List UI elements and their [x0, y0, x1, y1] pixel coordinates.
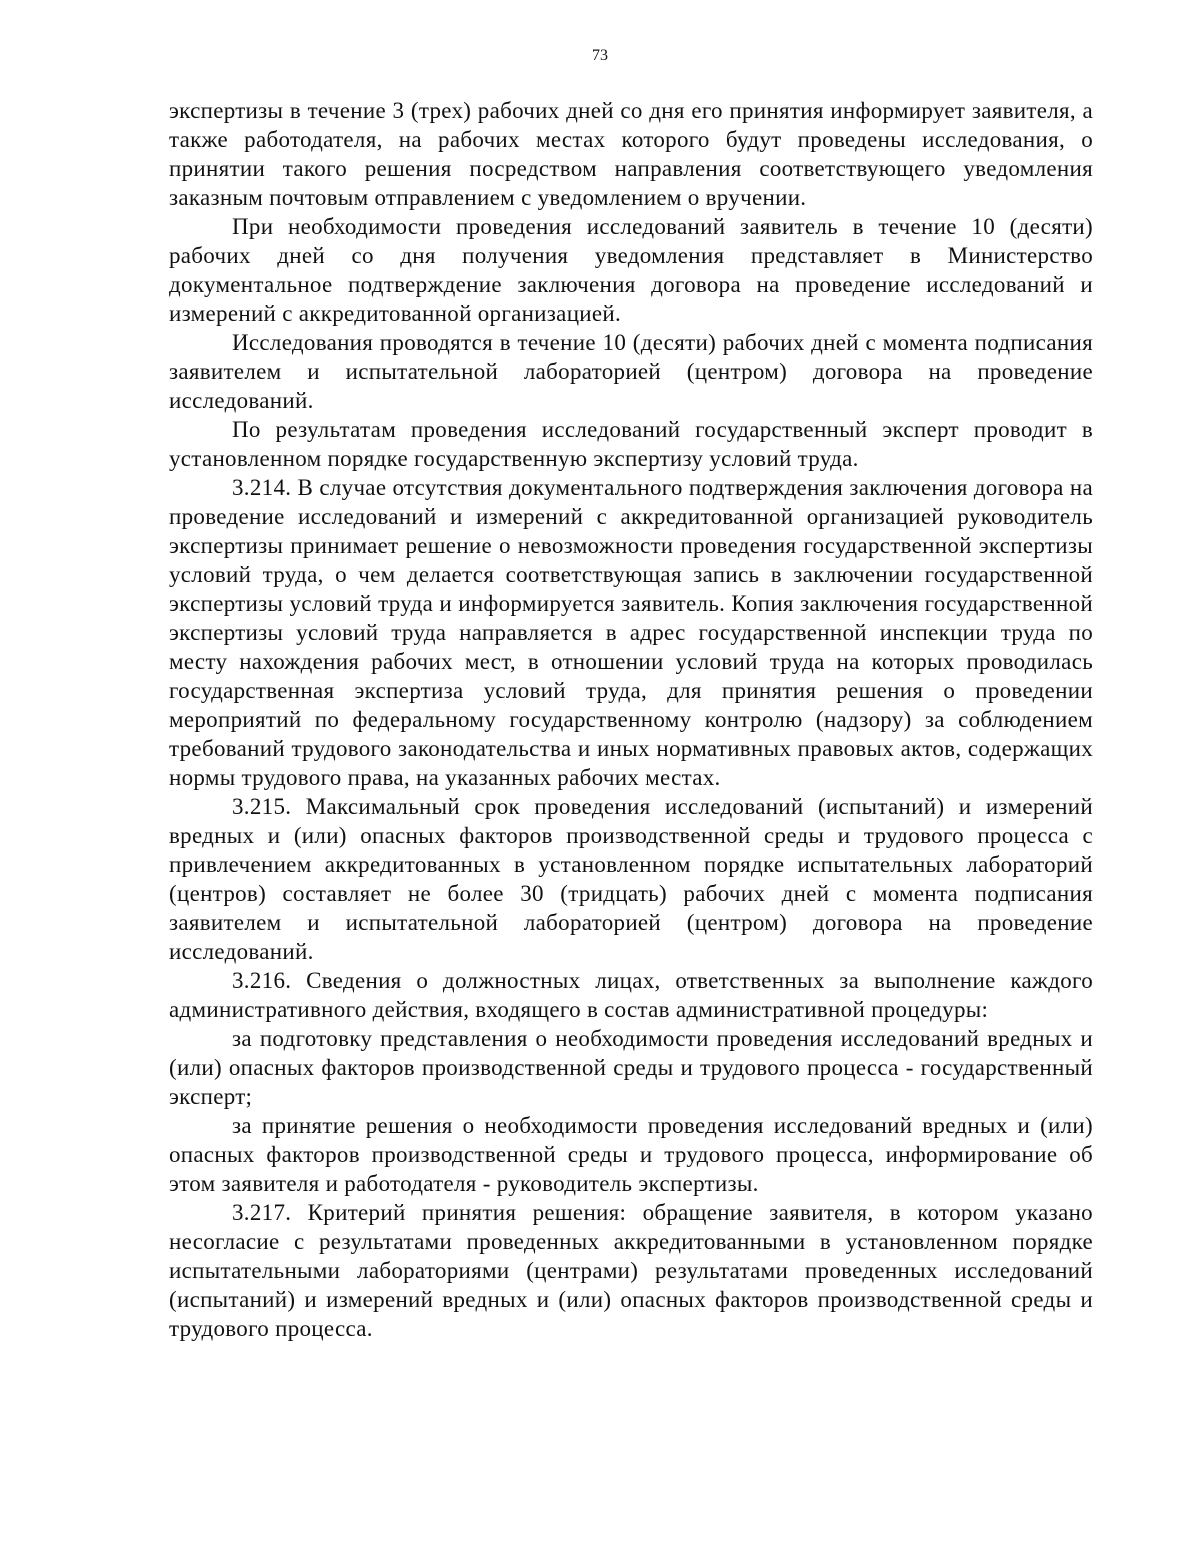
- paragraph-expertise-notification: экспертизы в течение 3 (трех) рабочих дней со дня его принятия информирует заявителя, а также работодателя, на рабочих местах которого будут проведены исследования, о принятии такого решения посредством направления соответствующего уведомления заказным почтовым отправлением с уведомлением о вручении.: [169, 98, 1093, 210]
- paragraph-decision-responsibility: за принятие решения о необходимости проведения исследований вредных и (или) опасных факторов производственной среды и трудового процесса, информирование об этом заявителя и работодателя - руководитель экспертизы.: [169, 1113, 1093, 1196]
- paragraph-representation-responsibility: за подготовку представления о необходимости проведения исследований вредных и (или) опасных факторов производственной среды и трудового процесса - государственный эксперт;: [169, 1026, 1093, 1109]
- paragraph-research-period: Исследования проводятся в течение 10 (десяти) рабочих дней с момента подписания заявителем и испытательной лабораторией (центром) договора на проведение исследований.: [169, 330, 1093, 413]
- paragraph-expert-review: По результатам проведения исследований государственный эксперт проводит в установленном порядке государственную экспертизу условий труда.: [169, 417, 1093, 471]
- document-body: [169, 96, 1093, 1343]
- paragraph-3-215: 3.215. Максимальный срок проведения исследований (испытаний) и измерений вредных и (или) опасных факторов производственной среды и трудового процесса с привлечением аккредитованных в установленном порядке испытательных лабораторий (центров) составляет не более 30 (тридцать) рабочих дней с момента подписания заявителем и испытательной лабораторией (центром) договора на проведение исследований.: [169, 794, 1093, 964]
- paragraph-3-217: 3.217. Критерий принятия решения: обращение заявителя, в котором указано несогласие с результатами проведенных аккредитованными в установленном порядке испытательными лабораториями (центрами) результатами проведенных исследований (испытаний) и измерений вредных и (или) опасных факторов производственной среды и трудового процесса.: [169, 1200, 1093, 1341]
- page-number: 73: [592, 47, 608, 64]
- paragraph-3-214: 3.214. В случае отсутствия документального подтверждения заключения договора на проведение исследований и измерений с аккредитованной организацией руководитель экспертизы принимает решение о невозможности проведения государственной экспертизы условий труда, о чем делается соответствующая запись в заключении государственной экспертизы условий труда и информируется заявитель. Копия заключения государственной экспертизы условий труда направляется в адрес государственной инспекции труда по месту нахождения рабочих мест, в отношении условий труда на которых проводилась государственная экспертиза условий труда, для принятия решения о проведении мероприятий по федеральному государственному контролю (надзору) за соблюдением требований трудового законодательства и иных нормативных правовых актов, содержащих нормы трудового права, на указанных рабочих местах.: [169, 475, 1093, 790]
- paragraph-applicant-confirmation: При необходимости проведения исследований заявитель в течение 10 (десяти) рабочих дней со дня получения уведомления представляет в Министерство документальное подтверждение заключения договора на проведение исследований и измерений с аккредитованной организацией.: [169, 214, 1093, 326]
- paragraph-3-216: 3.216. Сведения о должностных лицах, ответственных за выполнение каждого административного действия, входящего в состав административной процедуры:: [169, 968, 1093, 1022]
